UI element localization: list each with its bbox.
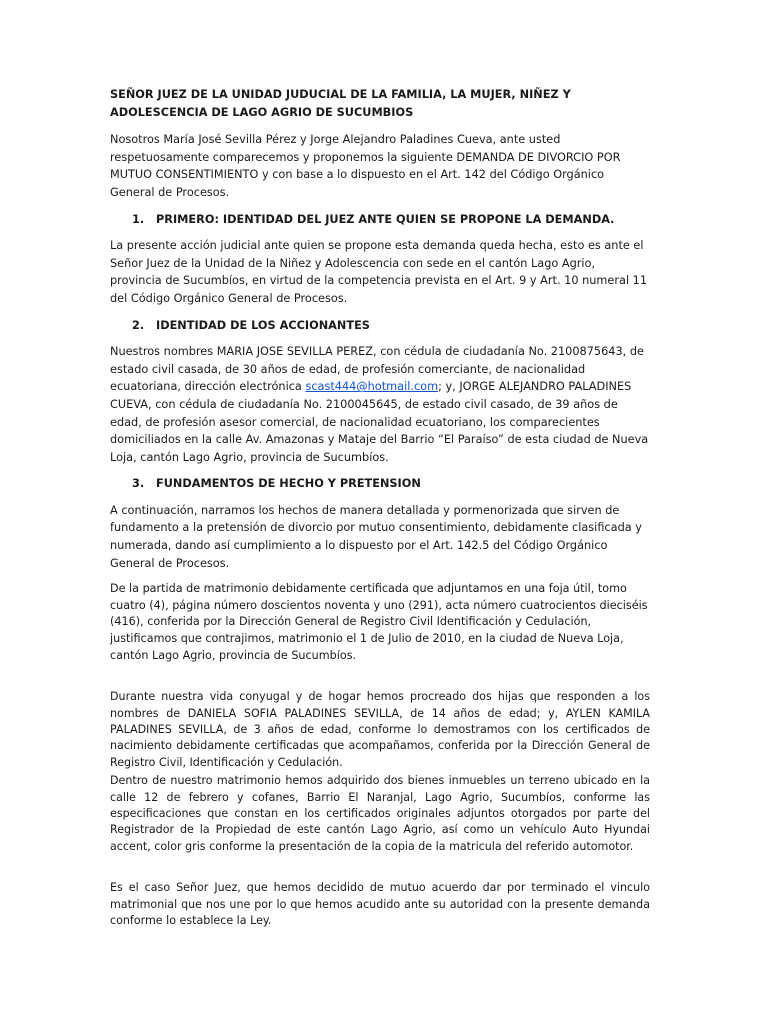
section-1-title — [110, 211, 650, 229]
section-1-body: La presente acción judicial ante quien se propone esta demanda queda hecha, esto es ante el Señor Juez de la Unidad de la Niñez y Adolescencia con sede en el cantón Lago Agrio, provincia de Sucumbíos, en virtud de la competencia prevista en el Art. 9 y Art. 10 numeral 11 del Código Orgánico General de Procesos. — [110, 239, 648, 305]
section-3-number: 3. — [132, 477, 145, 491]
section-1-title-text: PRIMERO: IDENTIDAD DEL JUEZ ANTE QUIEN SE PROPONE LA DEMANDA. — [156, 212, 615, 226]
section-1-number: 1. — [132, 212, 145, 226]
section-3-paragraph-2: De la partida de matrimonio debidamente certificada que adjuntamos en una foja útil, tomo cuatro (4), página número doscientos noventa y uno (291), acta número cuatrocientos dieciséis (416), conferida por la Dirección General de Registro Civil Identificación y Cedulación, justificamos que contrajimos, matrimonio el 1 de Julio de 2010, en la ciudad de Nueva Loja, cantón Lago Agrio, provincia de Sucumbíos. — [110, 582, 648, 662]
email-link[interactable]: scast444@hotmail.com — [305, 380, 439, 394]
intro-paragraph: Nosotros María José Sevilla Pérez y Jorge Alejandro Paladines Cueva, ante usted respetuosamente comparecemos y proponemos la siguiente DEMANDA DE DIVORCIO POR MUTUO CONSENTIMIENTO y con base a lo dispuesto en el Art. 142 del Código Orgánico General de Procesos. — [110, 133, 621, 199]
section-2-body-start: Nuestros nombres MARIA JOSE SEVILLA PEREZ, con cédula de ciudadanía No. 2100875643, de estado civil casada, de 30 años de edad, de profesión comerciante, de nacionalidad ecuatoriana, dirección electrónica — [110, 345, 644, 394]
section-2-body-end: ; y, JORGE ALEJANDRO PALADINES CUEVA, con cédula de ciudadanía No. 2100045645, de estado civil casado, de 39 años de edad, de profesión asesor comercial, de nacionalidad ecuatoriano, los comparecientes domiciliados en la calle Av. Amazonas y Mataje del Barrio “El Paraíso” de esta ciudad de Nueva Loja, cantón Lago Agrio, provincia de Sucumbíos. — [110, 380, 649, 464]
section-2-number: 2. — [132, 318, 145, 332]
section-2-body — [110, 343, 650, 466]
document-page — [110, 86, 650, 939]
section-3-paragraph-4: Dentro de nuestro matrimonio hemos adquirido dos bienes inmuebles un terreno ubicado en la calle 12 de febrero y cofanes, Barrio El Naranjal, Lago Agrio, Sucumbíos, conforme las especificaciones que constan en los certificados originales adjuntos otorgados por parte del Registrador de la Propiedad de este cantón Lago Agrio, así como un vehículo Auto Hyundai accent, color gris conforme la presentación de la copia de la matricula del referido automotor. — [110, 774, 650, 853]
section-3-paragraph-5: Es el caso Señor Juez, que hemos decidido de mutuo acuerdo dar por terminado el vinculo matrimonial que nos une por lo que hemos acudido ante su autoridad con la presente demanda conforme lo establece la Ley. — [110, 881, 650, 928]
section-3-paragraph-1: A continuación, narramos los hechos de manera detallada y pormenorizada que sirven de fundamento a la pretensión de divorcio por mutuo consentimiento, debidamente clasificada y numerada, dando así cumplimiento a lo dispuesto por el Art. 142.5 del Código Orgánico General de Procesos. — [110, 503, 642, 570]
section-3-paragraph-3: Durante nuestra vida conyugal y de hogar hemos procreado dos hijas que responden a los nombres de DANIELA SOFIA PALADINES SEVILLA, de 14 años de edad; y, AYLEN KAMILA PALADINES SEVILLA, de 3 años de edad, conforme lo demostramos con los certificados de nacimiento debidamente certificadas que acompañamos, conferida por la Dirección General de Registro Civil, Identificación y Cedulación. — [110, 690, 650, 769]
document-heading: SEÑOR JUEZ DE LA UNIDAD JUDUCIAL DE LA FAMILIA, LA MUJER, NIÑEZ Y ADOLESCENCIA DE LAGO AGRIO DE SUCUMBIOS — [110, 88, 571, 119]
section-2-title — [110, 317, 650, 335]
section-3-title — [110, 475, 650, 493]
section-2-title-text: IDENTIDAD DE LOS ACCIONANTES — [156, 318, 370, 332]
section-3-title-text: FUNDAMENTOS DE HECHO Y PRETENSION — [156, 477, 421, 491]
